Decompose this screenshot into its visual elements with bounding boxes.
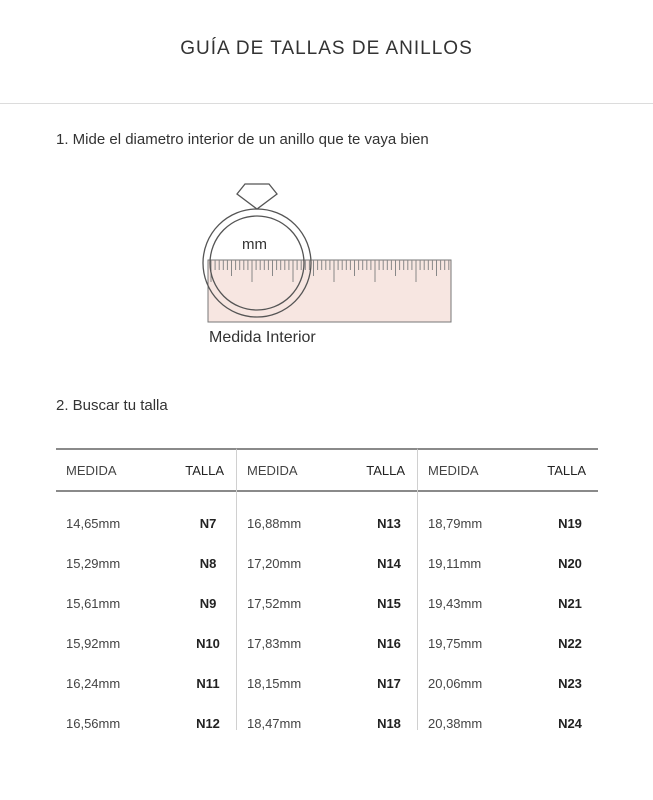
measure-caption: Medida Interior: [209, 329, 316, 346]
cell-medida: 15,29mm: [66, 555, 121, 571]
page-title: GUÍA DE TALLAS DE ANILLOS: [180, 38, 473, 59]
step-1-instruction: 1. Mide el diametro interior de un anillo que te vaya bien: [56, 131, 429, 148]
cell-talla: N17: [377, 675, 401, 691]
cell-talla: N10: [196, 635, 220, 651]
ring-ruler-illustration: [195, 178, 465, 353]
cell-medida: 14,65mm: [66, 515, 121, 531]
cell-talla: N9: [199, 595, 217, 611]
cell-medida: 18,47mm: [247, 715, 302, 730]
header-talla: TALLA: [366, 462, 405, 478]
cell-talla: N7: [199, 515, 217, 531]
table-group-1: [56, 448, 236, 730]
table-row: [237, 503, 417, 543]
cell-talla: N14: [377, 555, 401, 571]
cell-medida: 18,79mm: [428, 515, 483, 531]
table-row: [237, 543, 417, 583]
table-row: [56, 503, 236, 543]
table-row: [418, 503, 598, 543]
cell-talla: N16: [377, 635, 401, 651]
table-row: [418, 543, 598, 583]
cell-talla: N19: [558, 515, 582, 531]
cell-medida: 16,24mm: [66, 675, 121, 691]
table-row: [237, 623, 417, 663]
cell-medida: 17,83mm: [247, 635, 302, 651]
ruler-icon: [208, 260, 451, 322]
table-row: [237, 703, 417, 730]
table-row: [237, 663, 417, 703]
size-table: [56, 448, 598, 730]
cell-medida: 18,15mm: [247, 675, 302, 691]
cell-talla: N24: [558, 715, 582, 730]
cell-medida: 19,11mm: [428, 555, 482, 571]
table-group-3: [418, 448, 598, 730]
cell-medida: 20,38mm: [428, 715, 483, 730]
header-medida: MEDIDA: [247, 462, 298, 478]
cell-medida: 15,61mm: [66, 595, 121, 611]
unit-label: mm: [242, 236, 267, 253]
cell-talla: N15: [377, 595, 401, 611]
cell-talla: N13: [377, 515, 401, 531]
cell-talla: N23: [558, 675, 582, 691]
table-row: [56, 543, 236, 583]
header-talla: TALLA: [185, 462, 224, 478]
cell-medida: 17,52mm: [247, 595, 302, 611]
table-header: [237, 450, 417, 492]
table-row: [56, 583, 236, 623]
table-header: [418, 450, 598, 492]
cell-talla: N18: [377, 715, 401, 730]
cell-medida: 20,06mm: [428, 675, 483, 691]
header: [0, 0, 653, 104]
cell-medida: 15,92mm: [66, 635, 121, 651]
cell-medida: 19,43mm: [428, 595, 483, 611]
cell-medida: 17,20mm: [247, 555, 302, 571]
table-row: [418, 663, 598, 703]
header-talla: TALLA: [547, 462, 586, 478]
table-row: [237, 583, 417, 623]
cell-talla: N11: [196, 675, 220, 691]
cell-medida: 16,56mm: [66, 715, 121, 730]
table-row: [418, 703, 598, 730]
cell-talla: N22: [558, 635, 582, 651]
cell-talla: N20: [558, 555, 582, 571]
table-header: [56, 450, 236, 492]
table-row: [418, 623, 598, 663]
cell-talla: N12: [196, 715, 220, 730]
header-medida: MEDIDA: [66, 462, 117, 478]
cell-medida: 19,75mm: [428, 635, 483, 651]
table-row: [56, 663, 236, 703]
cell-talla: N8: [199, 555, 217, 571]
table-row: [56, 703, 236, 730]
header-medida: MEDIDA: [428, 462, 479, 478]
step-2-instruction: 2. Buscar tu talla: [56, 397, 168, 414]
table-row: [418, 583, 598, 623]
table-group-2: [236, 448, 418, 730]
table-row: [56, 623, 236, 663]
cell-talla: N21: [558, 595, 582, 611]
cell-medida: 16,88mm: [247, 515, 302, 531]
